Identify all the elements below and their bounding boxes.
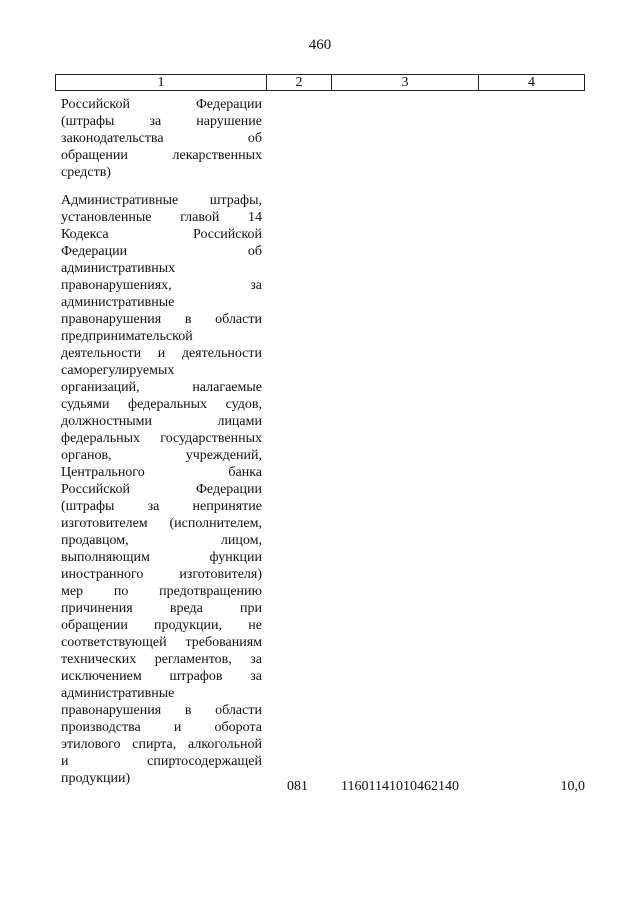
text-word: лицом, [220, 533, 262, 548]
text-word: этилового [61, 737, 121, 752]
admin-code: 081 [287, 779, 308, 794]
text-line [61, 277, 262, 294]
text-word: и [173, 720, 182, 735]
text-word: вреда [169, 601, 203, 616]
column-header-4: 4 [479, 75, 585, 91]
text-line [61, 532, 262, 549]
text-word: в [184, 703, 192, 718]
text-word: об [247, 131, 262, 146]
text-word: функции [209, 550, 262, 565]
text-word: лекарственных [172, 148, 262, 163]
text-word: выполняющим [61, 550, 150, 565]
text-word: учреждений, [185, 448, 262, 463]
text-line [61, 464, 262, 481]
text-word: Российской [61, 97, 130, 112]
text-word: банка [228, 465, 262, 480]
text-line [61, 651, 262, 668]
text-line [61, 260, 262, 277]
text-word: Российской [193, 227, 262, 242]
text-word: и [61, 754, 69, 769]
text-word: правонарушениях, [61, 278, 172, 293]
text-word: за [250, 278, 262, 293]
text-line [61, 328, 262, 345]
amount-value: 10,0 [560, 779, 585, 794]
text-word: лицами [217, 414, 262, 429]
text-line [61, 311, 262, 328]
text-word: области [215, 312, 262, 327]
text-word: органов, [61, 448, 112, 463]
text-line [61, 147, 262, 164]
text-word: спирта, [132, 737, 177, 752]
text-word: (исполнителем, [169, 516, 262, 531]
text-line [61, 362, 262, 379]
text-word: Административные [61, 193, 179, 208]
text-word: Кодекса [61, 227, 109, 242]
text-word: государственных [160, 431, 262, 446]
column-header-row [56, 75, 585, 91]
text-word: исключением [61, 669, 142, 684]
text-word: организаций, [61, 380, 140, 395]
text-line [61, 566, 262, 583]
text-line [61, 549, 262, 566]
text-word: непринятие [192, 499, 262, 514]
text-word: обращении [61, 148, 128, 163]
text-word: при [240, 601, 262, 616]
text-line [61, 164, 262, 181]
text-word: (штрафы [61, 499, 115, 514]
text-word: штрафы, [209, 193, 262, 208]
text-word: соответствующей [61, 635, 167, 650]
text-word: правонарушения [61, 703, 162, 718]
text-word: административные [61, 686, 175, 701]
text-word: Федерации [195, 482, 262, 497]
text-line [61, 634, 262, 651]
description-continued [61, 96, 262, 181]
text-line [61, 600, 262, 617]
text-word: иностранного [61, 567, 144, 582]
text-line [61, 515, 262, 532]
text-word: в [184, 312, 192, 327]
text-word: и [157, 346, 166, 361]
text-line [61, 396, 262, 413]
text-word: деятельности [181, 346, 262, 361]
text-word: продукции) [61, 771, 131, 786]
text-word: судьями [61, 397, 110, 412]
text-line [61, 498, 262, 515]
text-line [61, 243, 262, 260]
text-line [61, 702, 262, 719]
text-word: деятельности [61, 346, 142, 361]
budget-classification-code: 11601141010462140 [341, 779, 459, 794]
text-word: оборота [214, 720, 262, 735]
text-line [61, 130, 262, 147]
text-word: судов, [225, 397, 262, 412]
text-word: за [147, 499, 160, 514]
text-word: продукции, [154, 618, 223, 633]
text-word: за [149, 114, 162, 129]
text-line [61, 226, 262, 243]
text-word: саморегулируемых [61, 363, 175, 378]
text-word: предотвращению [159, 584, 262, 599]
text-word: Российской [61, 482, 130, 497]
text-line [61, 413, 262, 430]
text-line [61, 617, 262, 634]
text-word: технических [61, 652, 137, 667]
text-word: не [248, 618, 262, 633]
text-word: производства [61, 720, 141, 735]
text-line [61, 736, 262, 753]
text-line [61, 96, 262, 113]
text-line [61, 345, 262, 362]
page-number: 460 [308, 37, 332, 53]
text-word: правонарушения [61, 312, 162, 327]
text-word: административные [61, 295, 175, 310]
text-word: причинения [61, 601, 133, 616]
text-word: продавцом, [61, 533, 129, 548]
text-line [61, 481, 262, 498]
text-word: нарушение [196, 114, 262, 129]
text-word: налагаемые [192, 380, 262, 395]
text-line [61, 379, 262, 396]
description-admin-fines [61, 192, 262, 787]
column-header-2: 2 [267, 75, 332, 91]
column-header-table [55, 74, 585, 91]
text-line [61, 685, 262, 702]
text-line [61, 294, 262, 311]
text-word: штрафов [169, 669, 223, 684]
text-line [61, 583, 262, 600]
text-word: обращении [61, 618, 128, 633]
text-word: административных [61, 261, 176, 276]
text-word: за [250, 669, 262, 684]
text-line [61, 113, 262, 130]
text-word: изготовителя) [179, 567, 262, 582]
text-word: должностными [61, 414, 153, 429]
text-line [61, 719, 262, 736]
column-header-3: 3 [332, 75, 479, 91]
text-word: 14 [247, 210, 262, 225]
text-word: об [247, 244, 262, 259]
text-word: установленные [61, 210, 152, 225]
column-header-1: 1 [56, 75, 267, 91]
text-line [61, 192, 262, 209]
text-word: Федерации [195, 97, 262, 112]
text-word: (штрафы [61, 114, 115, 129]
text-word: алкогольной [188, 737, 262, 752]
text-word: требованиям [185, 635, 262, 650]
text-word: спиртосодержащей [147, 754, 262, 769]
text-word: мер [61, 584, 84, 599]
text-word: Федерации [61, 244, 128, 259]
text-line [61, 668, 262, 685]
text-word: за [250, 652, 262, 667]
text-word: федеральных [128, 397, 208, 412]
text-word: изготовителем [61, 516, 148, 531]
text-word: Центрального [61, 465, 145, 480]
text-line [61, 753, 262, 770]
text-word: области [215, 703, 262, 718]
text-word: законодательства [61, 131, 164, 146]
text-line [61, 447, 262, 464]
text-word: федеральных [61, 431, 141, 446]
text-line [61, 430, 262, 447]
text-word: регламентов, [154, 652, 232, 667]
text-word: главой [180, 210, 220, 225]
text-word: средств) [61, 165, 111, 180]
text-line [61, 209, 262, 226]
text-word: по [113, 584, 129, 599]
text-line [61, 770, 262, 787]
text-word: предпринимательской [61, 329, 193, 344]
